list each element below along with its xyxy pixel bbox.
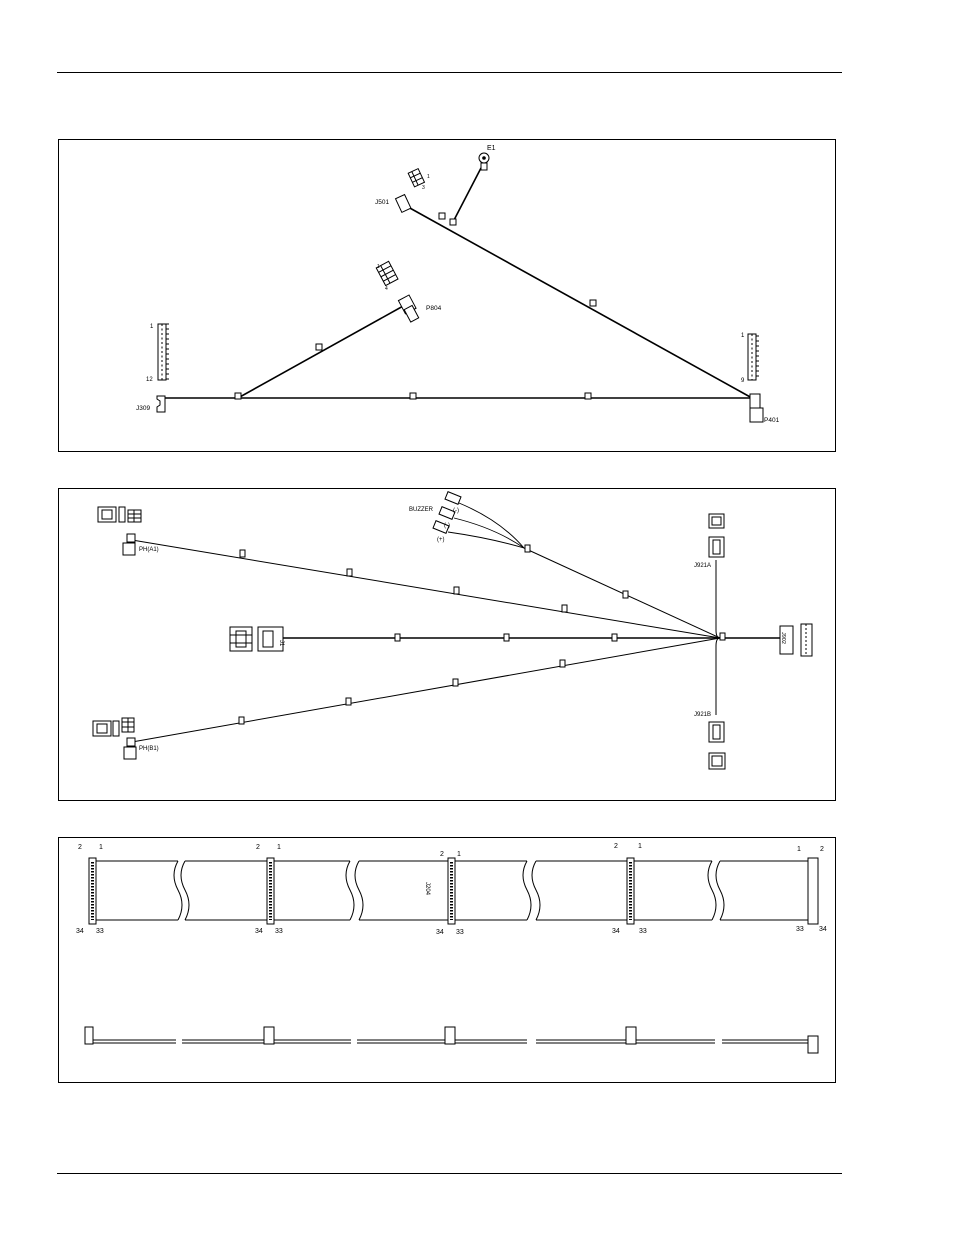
pin-c4-bot-a: 34	[612, 928, 620, 935]
pin-c2-top-a: 2	[256, 844, 260, 851]
p401-pin-strip	[748, 334, 759, 380]
j921a-connector	[694, 514, 724, 569]
pin-c3-bot-b: 33	[456, 929, 464, 936]
wire-branch-p804	[238, 305, 405, 398]
wire-pha1	[132, 540, 720, 638]
label-j204: J204	[424, 882, 430, 896]
side-connector-2	[264, 1027, 274, 1044]
wire-phb1	[132, 638, 720, 742]
wire-j921b	[716, 638, 720, 715]
pin-p401-b: 9	[741, 378, 745, 384]
pin-c2-bot-b: 33	[275, 928, 283, 935]
j309-pin-strip	[158, 324, 169, 380]
pin-c5-bot-b: 34	[819, 926, 827, 933]
label-pha1: PH(A1)	[139, 547, 159, 553]
label-p401: P401	[764, 417, 780, 424]
wire-e1	[453, 168, 481, 222]
j921b-connector	[694, 712, 725, 769]
cable-ties-panel-1	[235, 213, 596, 399]
pin-p401-a: 1	[741, 333, 745, 339]
side-connector-1	[85, 1027, 93, 1044]
label-p804: P804	[426, 305, 442, 312]
pin-p804-b: 4	[385, 286, 388, 292]
j902-connector	[780, 624, 812, 656]
p401-connector	[741, 333, 780, 424]
label-j1: J1	[278, 640, 284, 647]
wire-buzzer-trunk	[524, 548, 720, 638]
pin-c2-top-b: 1	[277, 844, 281, 851]
pin-j309-b: 12	[146, 377, 153, 383]
wire-buzzer-minus2	[454, 518, 524, 548]
pin-c4-top-b: 1	[638, 843, 642, 850]
idc-connector-3	[448, 858, 455, 924]
wire-buzzer-plus	[448, 532, 524, 548]
pin-j501-a: 1	[427, 174, 430, 180]
idc-connector-5	[808, 858, 818, 924]
pin-c3-top-a: 2	[440, 851, 444, 858]
label-j501: J501	[375, 199, 390, 206]
buzzer-terminals	[409, 492, 461, 543]
cable-ties-panel-2	[239, 545, 725, 724]
pin-c3-top-b: 1	[457, 851, 461, 858]
label-j921a: J921A	[694, 563, 712, 569]
pin-c4-top-a: 2	[614, 843, 618, 850]
pin-c3-bot-a: 34	[436, 929, 444, 936]
panel-1-diagram	[136, 145, 780, 424]
j309-connector	[136, 324, 169, 412]
ribbon-cable-top-view	[76, 843, 827, 936]
wire-j501-p401	[408, 207, 752, 398]
label-buzzer-minus2: (-)	[444, 523, 450, 529]
label-buzzer-plus: (+)	[437, 537, 445, 543]
label-e1: E1	[487, 145, 496, 152]
label-phb1: PH(B1)	[139, 746, 159, 752]
pin-c1-bot-a: 34	[76, 928, 84, 935]
j501-connector	[375, 169, 430, 213]
idc-connector-1	[89, 858, 96, 924]
panel-3-diagram	[76, 843, 827, 1053]
ribbon-cable-side-view	[85, 1027, 818, 1053]
pin-c1-bot-b: 33	[96, 928, 104, 935]
e1-ring-terminal	[479, 145, 496, 170]
idc-connector-4	[627, 858, 634, 924]
pin-c5-top-b: 2	[820, 846, 824, 853]
idc-connector-2	[267, 858, 274, 924]
label-buzzer-minus1: (-)	[453, 508, 459, 514]
pin-c4-bot-b: 33	[639, 928, 647, 935]
side-connector-5	[808, 1036, 818, 1053]
pin-c5-top-a: 1	[797, 846, 801, 853]
pin-c1-top-b: 1	[99, 844, 103, 851]
panel-2-diagram	[93, 492, 812, 769]
label-buzzer: BUZZER	[409, 507, 433, 513]
pha1-connector	[98, 507, 159, 555]
pin-j501-b: 3	[422, 185, 425, 191]
side-connector-4	[626, 1027, 636, 1044]
phb1-connector	[93, 718, 159, 759]
label-j921b: J921B	[694, 712, 712, 718]
j1-connector	[230, 627, 284, 651]
pin-c1-top-a: 2	[78, 844, 82, 851]
pin-c2-bot-a: 34	[255, 928, 263, 935]
pin-p804-a: 1	[377, 264, 380, 270]
pin-j309-a: 1	[150, 324, 154, 330]
p804-connector	[376, 261, 441, 322]
label-j309: J309	[136, 405, 151, 412]
wire-j921a	[716, 560, 720, 638]
label-j902: J902	[780, 632, 786, 644]
side-connector-3	[445, 1027, 455, 1044]
pin-c5-bot-a: 33	[796, 926, 804, 933]
